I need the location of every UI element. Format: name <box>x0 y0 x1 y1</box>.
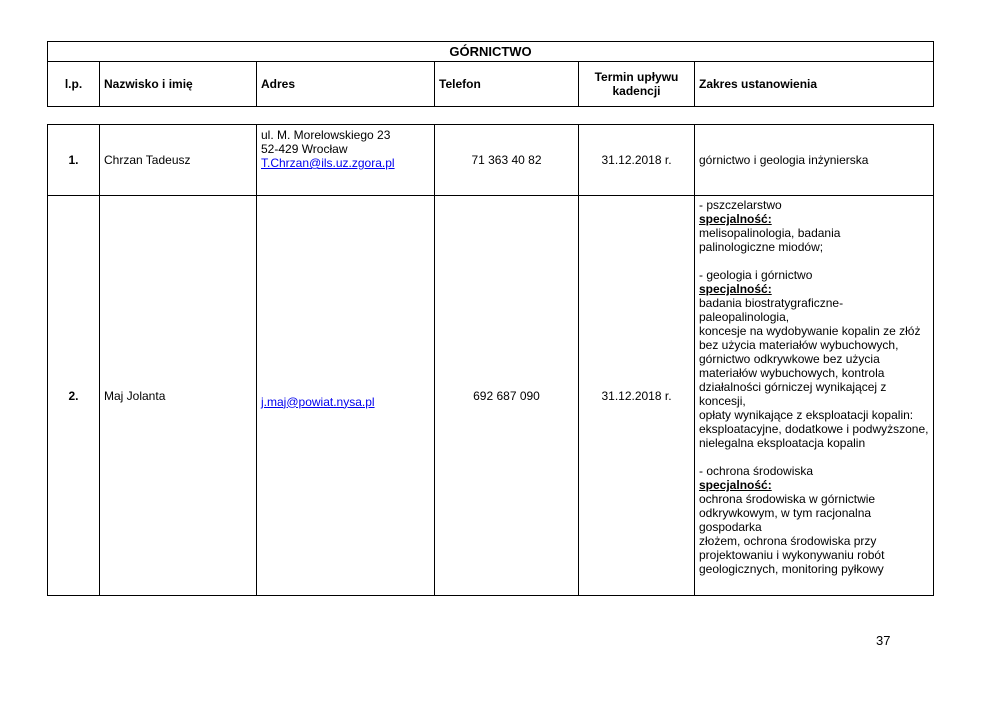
column-header-phone: Telefon <box>435 62 579 107</box>
specialty-line: melisopalinologia, badania <box>699 226 841 240</box>
row-name: Maj Jolanta <box>100 196 257 596</box>
specialty-line: palinologiczne miodów; <box>699 240 824 254</box>
row-scope: górnictwo i geologia inżynierska <box>695 125 934 196</box>
row-address <box>257 196 435 596</box>
specialty-line: badania biostratygraficzne-paleopalinologia, <box>699 296 844 324</box>
scope-field: - geologia i górnictwo <box>699 268 813 282</box>
address-city: 52-429 Wrocław <box>261 142 348 156</box>
specialty-line: koncesje na wydobywanie kopalin ze złóż <box>699 324 921 338</box>
row-name: Chrzan Tadeusz <box>100 125 257 196</box>
table-row <box>48 125 934 196</box>
specialty-line: materiałów wybuchowych, kontrola <box>699 366 885 380</box>
table-row <box>48 196 934 596</box>
email-link[interactable]: T.Chrzan@ils.uz.zgora.pl <box>261 156 395 170</box>
row-term: 31.12.2018 r. <box>579 196 695 596</box>
column-header-lp: l.p. <box>48 62 100 107</box>
specialty-line: odkrywkowym, w tym racjonalna gospodarka <box>699 506 872 534</box>
specialty-line: złożem, ochrona środowiska przy <box>699 534 877 548</box>
specialty-line: górnictwo odkrywkowe bez użycia <box>699 352 880 366</box>
column-header-address: Adres <box>257 62 435 107</box>
row-lp: 1. <box>48 125 100 196</box>
specialty-line: bez użycia materiałów wybuchowych, <box>699 338 899 352</box>
specialty-line: działalności górniczej wynikającej z koncesji, <box>699 380 887 408</box>
row-lp: 2. <box>48 196 100 596</box>
row-address <box>257 125 435 196</box>
specialty-line: geologicznych, monitoring pyłkowy <box>699 562 884 576</box>
scope-field: - pszczelarstwo <box>699 198 782 212</box>
address-street: ul. M. Morelowskiego 23 <box>261 128 391 142</box>
column-header-term: Termin upływu kadencji <box>579 62 695 107</box>
specialty-label: specjalność: <box>699 282 772 296</box>
page-number: 37 <box>876 633 891 648</box>
header-table <box>47 41 934 107</box>
row-term: 31.12.2018 r. <box>579 125 695 196</box>
data-table <box>47 124 934 596</box>
scope-field: - ochrona środowiska <box>699 464 814 478</box>
column-header-name: Nazwisko i imię <box>100 62 257 107</box>
specialty-line: ochrona środowiska w górnictwie <box>699 492 876 506</box>
specialty-line: nielegalna eksploatacja kopalin <box>699 436 866 450</box>
specialty-line: opłaty wynikające z eksploatacji kopalin: <box>699 408 914 422</box>
specialty-line: projektowaniu i wykonywaniu robót <box>699 548 885 562</box>
email-link[interactable]: j.maj@powiat.nysa.pl <box>261 394 375 409</box>
specialty-label: specjalność: <box>699 478 772 492</box>
row-scope <box>695 196 934 596</box>
row-phone: 692 687 090 <box>435 196 579 596</box>
column-header-scope: Zakres ustanowienia <box>695 62 934 107</box>
row-phone: 71 363 40 82 <box>435 125 579 196</box>
specialty-label: specjalność: <box>699 212 772 226</box>
section-title: GÓRNICTWO <box>48 42 934 62</box>
specialty-line: eksploatacyjne, dodatkowe i podwyższone, <box>699 422 929 436</box>
